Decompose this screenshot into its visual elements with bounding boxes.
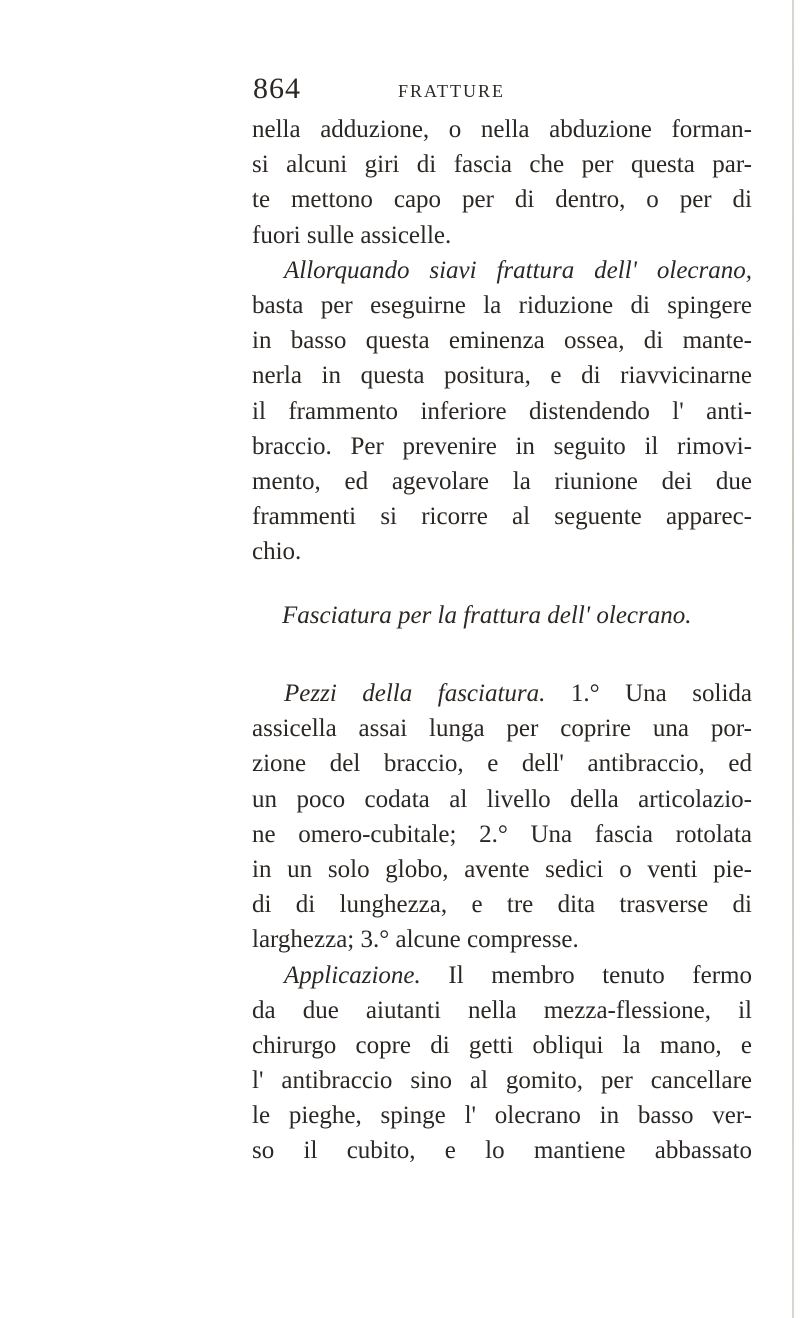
text-line: larghezza; 3.° alcune compresse. (252, 926, 579, 954)
text-line: so il cubito, e lo mantiene abbassato (252, 1137, 752, 1165)
page-header (0, 70, 800, 110)
text-line: di di lunghezza, e tre dita trasverse di (252, 891, 752, 919)
paragraph-lead-italic: Allorquando siavi frattura dell' olecrano, (284, 256, 752, 284)
text-line: in basso questa eminenza ossea, di mante- (252, 327, 752, 355)
text-line: nerla in questa positura, e di riavvicinarne (252, 362, 752, 390)
text-line: frammenti si ricorre al seguente apparec- (252, 503, 752, 531)
text-line: nella adduzione, o nella abduzione forman- (252, 116, 752, 143)
text-line: assicella assai lunga per coprire una por- (252, 715, 752, 743)
text-line: mento, ed agevolare la riunione dei due (252, 467, 752, 495)
section-heading: Fasciatura per la frattura dell' olecrano. (282, 602, 692, 629)
text-run: Il membro tenuto fermo (420, 961, 752, 989)
text-line (252, 676, 752, 711)
text-line: basta per eseguirne la riduzione di spingere (252, 291, 752, 319)
text-line: fuori sulle assicelle. (252, 221, 452, 249)
text-line: si alcuni giri di fascia che per questa par- (252, 151, 752, 179)
text-line (252, 958, 752, 993)
text-line: le pieghe, spinge l' olecrano in basso ver- (252, 1102, 752, 1130)
text-line: ne omero-cubitale; 2.° Una fascia rotolata (252, 820, 752, 848)
text-line: in un solo globo, avente sedici o venti pie- (252, 855, 752, 883)
text-line: chio. (252, 538, 302, 566)
page-edge (792, 0, 794, 1318)
text-line: un poco codata al livello della articolazio- (252, 785, 752, 813)
text-run: 1.° Una solida (545, 680, 752, 707)
body-text-top (252, 112, 752, 569)
text-line: da due aiutanti nella mezza-flessione, il (252, 996, 752, 1024)
page-number: 864 (253, 72, 301, 105)
text-line: te mettono capo per di dentro, o per di (252, 186, 752, 214)
running-title: FRATTURE (398, 81, 506, 101)
text-line: il frammento inferiore distendendo l' anti- (252, 397, 752, 425)
paragraph-lead-italic: Applicazione. (284, 961, 421, 989)
body-text-bottom (252, 676, 752, 1169)
text-line: braccio. Per prevenire in seguito il rimovi- (252, 432, 752, 460)
paragraph-lead-italic: Pezzi della fasciatura. (284, 680, 546, 707)
text-line: zione del braccio, e dell' antibraccio, ed (252, 750, 752, 778)
text-line: chirurgo copre di getti obliqui la mano, e (252, 1031, 752, 1059)
text-line: l' antibraccio sino al gomito, per cancellare (252, 1067, 752, 1095)
